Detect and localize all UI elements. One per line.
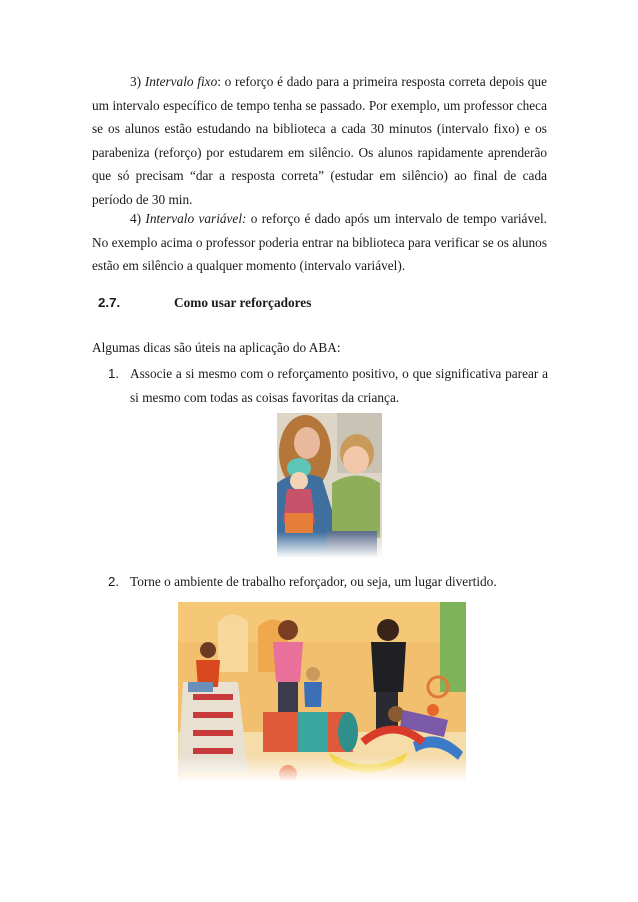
paragraph-variable-interval [92, 207, 547, 278]
list-item-text: Torne o ambiente de trabalho reforçador, ou seja, um lugar divertido. [130, 574, 497, 589]
paragraph-text: : o reforço é dado para a primeira resposta correta depois que um intervalo específico de tempo tenha se passado. Por exemplo, um professor checa se os alunos estão estudando na biblioteca a cada 30 minutos (intervalo fixo) e os parabeniza (reforço) por estudarem em silêncio. Os alunos rapidamente aprenderão que só precisam “dar a resposta correta” (estudar em silêncio) ao final de cada período de 30 min. [92, 74, 547, 207]
photo-fade [277, 532, 382, 558]
photo-playroom [178, 602, 466, 782]
paragraph-fixed-interval [92, 70, 547, 211]
list-item [108, 570, 548, 594]
section-number: 2.7. [98, 295, 121, 310]
paragraph-text: o reforço é dado após um intervalo de tempo variável. No exemplo acima o professor poderia entrar na biblioteca para verificar se os alunos estão em silêncio a qualquer momento (intervalo variável). [92, 211, 548, 273]
term-fixed-interval: Intervalo fixo [144, 74, 218, 89]
section-heading [98, 295, 311, 311]
paragraph-prefix: 4) [130, 211, 146, 226]
photo-fade [178, 756, 466, 782]
list-item-number: 2. [108, 574, 120, 589]
list-item [108, 362, 548, 409]
term-variable-interval: Intervalo variável: [145, 211, 247, 226]
intro-text: Algumas dicas são úteis na aplicação do ABA: [92, 340, 341, 355]
list-item-number: 1. [108, 366, 120, 381]
section-title: Como usar reforçadores [174, 295, 312, 310]
paragraph-prefix: 3) [130, 74, 145, 89]
photo-woman-child-puppet [277, 413, 382, 558]
list-item-text: Associe a si mesmo com o reforçamento positivo, o que significativa parear a si mesmo com todas as coisas favoritas da criança. [130, 366, 548, 405]
photo-playroom-illustration [178, 602, 466, 782]
